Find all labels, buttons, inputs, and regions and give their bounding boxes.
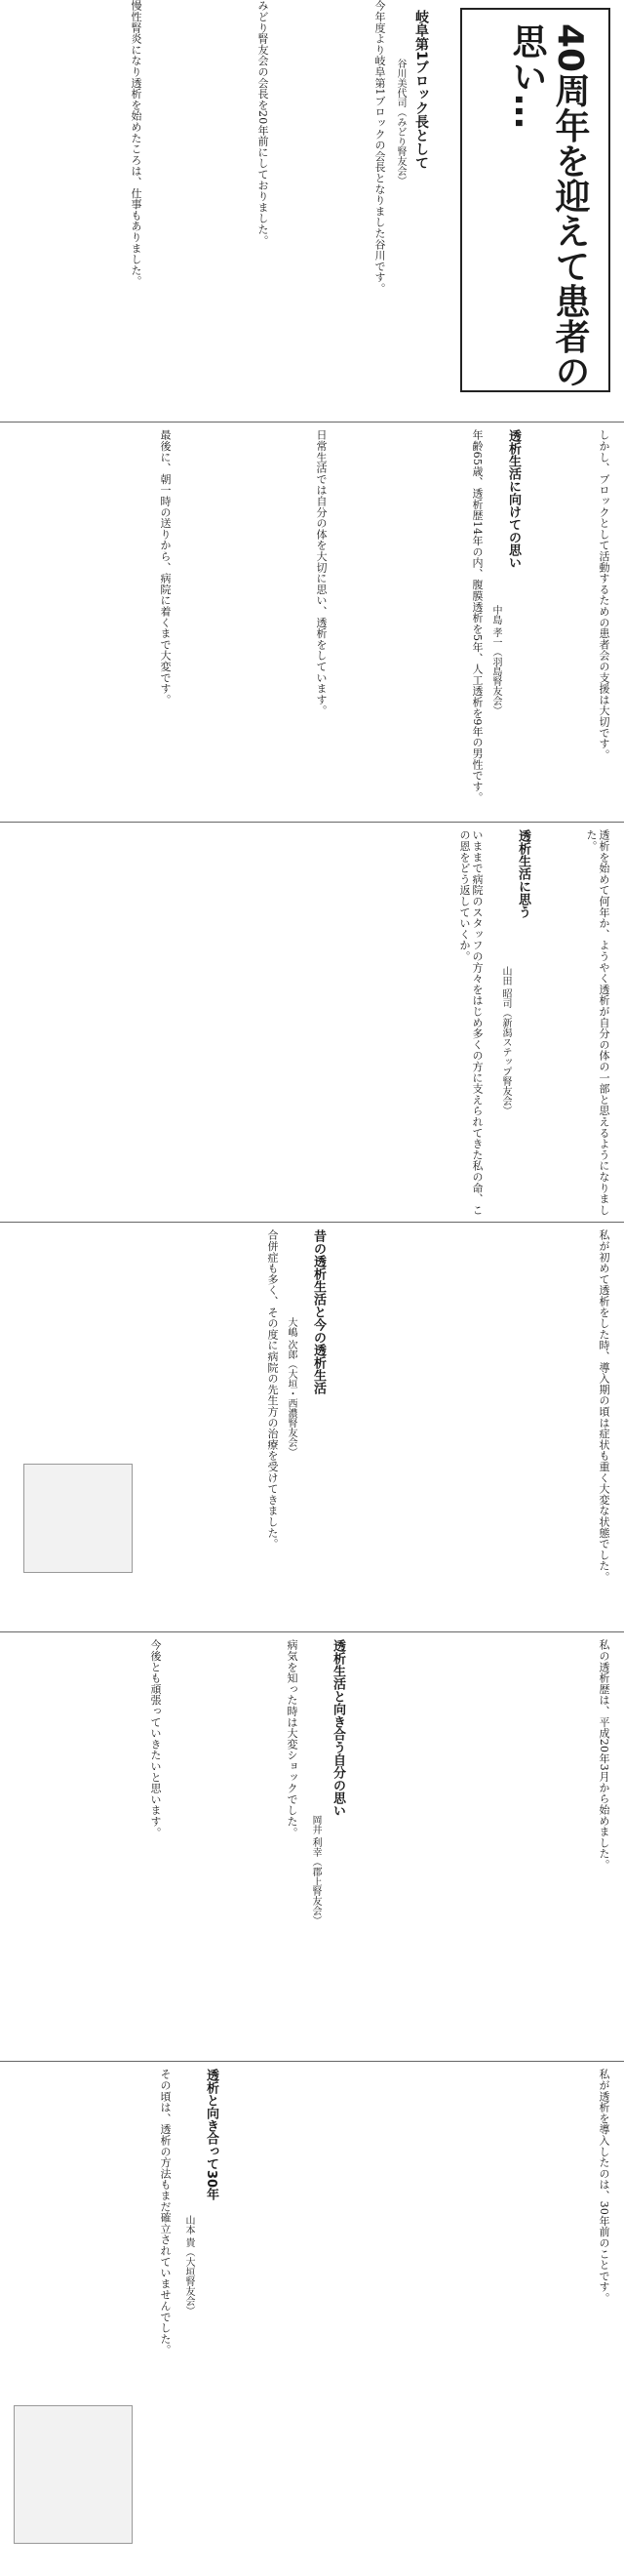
- patient-with-nurse-illustration: [14, 2405, 133, 2544]
- section-2-text-c: 最後に、朝一時の送りから、病院に着くまで大変です。: [159, 429, 172, 705]
- section-2-heading: 透析生活に向けての思い: [506, 429, 521, 569]
- section-6-author: 山本 貴（大垣腎友会）: [183, 2215, 194, 2316]
- section-1-text-d: しかし、ブロックとして活動するための患者会の支援は大切です。: [598, 429, 610, 760]
- section-2-text-a: 年齢65歳、透析歴14年の内、腹膜透析を5年、人工透析を9年の男性です。: [471, 429, 484, 803]
- section-1-author: 谷川美代司（みどり腎友会）: [395, 59, 406, 185]
- section-4-heading: 昔の透析生活と今の透析生活: [311, 1229, 326, 1394]
- patient-in-bed-illustration: [23, 1464, 133, 1573]
- article-band-6: [14, 2069, 610, 2566]
- article-band-2: [14, 429, 610, 820]
- section-3-heading: 透析生活に思う: [516, 829, 530, 918]
- article-band-1: [14, 0, 610, 420]
- section-6-text-a: 私が透析を導入したのは、30年前のことです。: [598, 2069, 610, 2304]
- page-title: 40周年を迎えて患者の思い…: [507, 23, 590, 389]
- section-6-text-b: その頃は、透析の方法もまだ確立されていませんでした。: [159, 2069, 172, 2355]
- section-5-text-a: 私の透析歴は、平成20年3月から始めました。: [598, 1639, 610, 1871]
- divider: [0, 822, 624, 823]
- section-4-author: 大嶋 次郎（大垣・西濃腎友会）: [286, 1317, 296, 1458]
- section-5-heading: 透析生活と向き合う自分の思い: [331, 1639, 345, 1817]
- section-1-heading: 岐阜第1ブロック長として: [413, 10, 429, 170]
- divider: [0, 422, 624, 423]
- section-2-text-b: 日常生活では自分の体を大切に思い、透析をしています。: [315, 429, 328, 716]
- section-3-text-b: いままで病院のスタッフの方々をはじめ多くの方に支えられてきた私の命、この恩をどう返していくか。: [458, 829, 484, 1216]
- section-5-author: 岡井 利幸（郡上腎友会）: [310, 1815, 321, 1926]
- section-4-text-b: 合併症も多く、その度に病院の先生方の治療を受けてきました。: [266, 1229, 279, 1550]
- article-band-4: [14, 1229, 610, 1630]
- divider: [0, 2061, 624, 2062]
- section-6-heading: 透析と向き合って30年: [204, 2069, 218, 2201]
- section-1-text-b: みどり腎友会の会長を20年前にしておりました。: [256, 0, 269, 246]
- article-band-5: [14, 1639, 610, 2059]
- section-3-text-a: 透析を始めて何年か、ようやく透析が自分の体の一部と思えるようになりました。: [585, 829, 610, 1216]
- section-5-text-b: 病気を知った時は大変ショックでした。: [286, 1639, 298, 1838]
- section-5-text-c: 今後とも頑張っていきたいと思います。: [149, 1639, 162, 1838]
- section-4-text-a: 私が初めて透析をした時、導入期の頃は症状も重く大変な状態でした。: [598, 1229, 610, 1583]
- section-1-text-a: 今年度より岐阜第1ブロックの会長となりました谷川です。: [373, 0, 386, 295]
- section-3-author: 山田 昭司（新潟ステップ腎友会）: [500, 966, 511, 1116]
- divider: [0, 1631, 624, 1632]
- section-2-author: 中島 孝一（羽島腎友会）: [490, 605, 501, 716]
- section-1-text-c: 慢性腎炎になり透析を始めたころは、仕事もありました。: [130, 0, 142, 287]
- divider: [0, 1222, 624, 1223]
- article-band-3: [14, 829, 610, 1220]
